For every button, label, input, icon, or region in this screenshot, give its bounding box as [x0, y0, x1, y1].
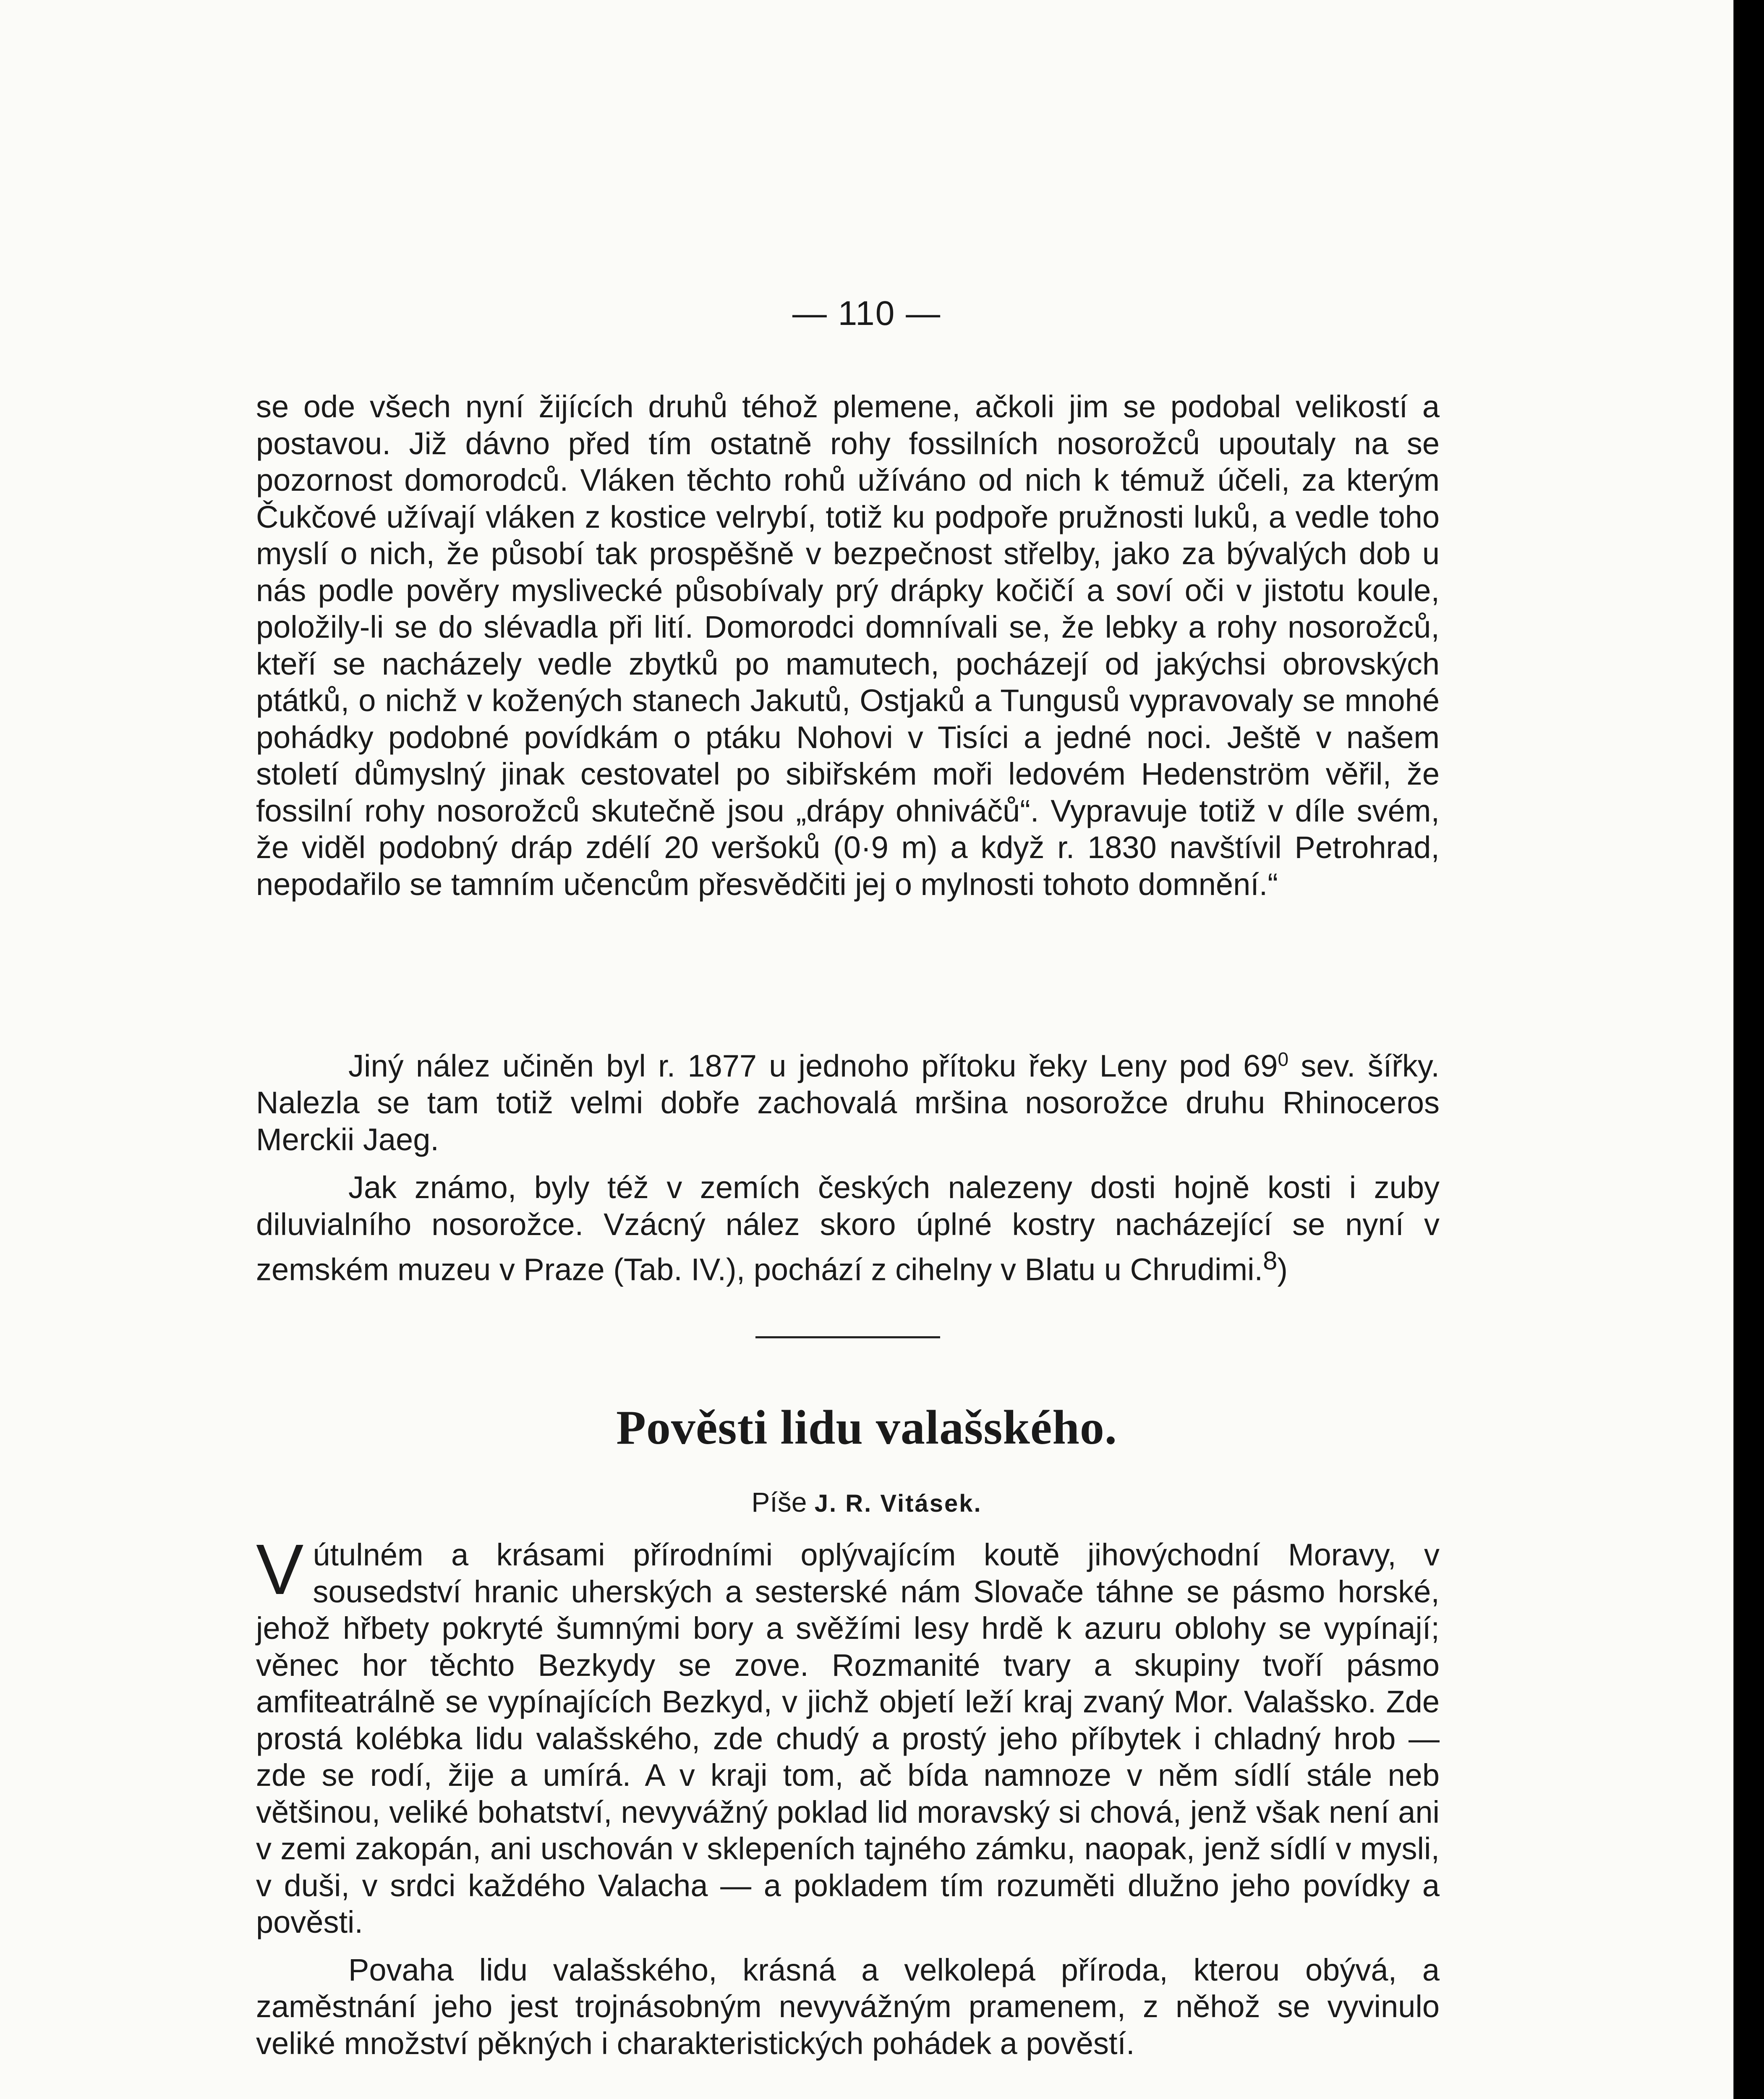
paragraph-czech-finds [256, 1169, 1440, 1288]
paragraph-text: sev. šířky. Nalezla se tam totiž velmi dobře zachovalá mršina nosorožce druhu Rhinoceros Merckii Jaeg. [256, 1048, 1440, 1157]
paragraph: se ode všech nyní žijících druhů téhož plemene, ačkoli jim se podobal velikostí a postavou. Již dávno před tím ostatně rohy fossilních nosorožců upoutaly na se pozornost domorodců. Vláken těchto rohů užíváno od nich k témuž účeli, za kterým Čukčové užívají vláken z kostice velrybí, totiž ku podpoře pružnosti luků, a vedle toho myslí o nich, že působí tak prospěšně v bezpečnost střelby, jako za bývalých dob u nás podle pověry myslivecké působívaly prý drápky kočičí a soví oči v jistotu koule, položily-li se do slévadla při lití. Domorodci domnívali se, že lebky a rohy nosorožců, kteří se nacházely vedle zbytků po mamutech, pocházejí od jakýchsi obrovských ptátků, o nichž v kožených stanech Jakutů, Ostjaků a Tungusů vypravovaly se mnohé pohádky podobné povídkám o ptáku Nohovi v Tisíci a jedné noci. Ještě v našem století důmyslný jinak cestovatel po sibiřském moři ledovém Hedenström věřil, že fossilní rohy nosorožců skutečně jsou „drápy ohniváčů“. Vypravuje totiž v díle svém, že viděl podobný dráp zdélí 20 veršoků (0·9 m) a když r. 1830 navštívil Petrohrad, nepodařilo se tamním učencům přesvědčiti jej o mylnosti tohoto domnění.“ [256, 389, 1440, 902]
paragraph-text: Jak známo, byly též v zemích českých nalezeny dosti hojně kosti i zuby diluvialního nosorožce. Vzácný nález skoro úplné kostry nacházející se nyní v zemském muzeu v Praze (Tab. IV.), pochází z cihelny v Blatu u Chrudimi. [256, 1170, 1440, 1287]
article-paragraph: Povaha lidu valašského, krásná a velkolepá příroda, kterou obývá, a zaměstnání jeho jest trojnásobným nevyvážným pramenem, z něhož se vyvinulo veliké množství pěkných i charakteristických pohádek a pověstí. [256, 1952, 1440, 2061]
drop-cap: V [256, 1530, 304, 1610]
paragraph-lena-find [256, 1041, 1440, 1158]
footnote-reference-paren: ) [1277, 1252, 1288, 1287]
article-title: Pověsti lidu valašského. [616, 1401, 1117, 1455]
article-paragraph [256, 1530, 1440, 1941]
paragraph-text: útulném a krásami přírodními oplývajícím koutě jihovýchodní Moravy, v sousedství hranic uherských a sesterské nám Slovače táhne se pásmo horské, jehož hřbety pokryté šumnými bory a svěžími lesy hrdě k azuru oblohy se vypínají; věnec hor těchto Bezkydy se zove. Rozmanité tvary a skupiny tvoří pásmo amfiteatrálně se vypínajících Bezkyd, v jichž objetí leží kraj zvaný Mor. Valašsko. Zde prostá kolébka lidu valašského, zde chudý a prostý jeho příbytek i chladný hrob — zde se rodí, žije a umírá. A v kraji tom, ač bída namnoze v něm sídlí stále neb většinou, veliké bohatství, nevyvážný poklad lid moravský si chová, jenž však není ani v zemi zakopán, ani uschován v sklepeních tajného zámku, naopak, jenž sídlí v mysli, v duši, v srdci každého Valacha — a pokladem tím rozuměti dlužno jeho povídky a pověsti. [256, 1537, 1440, 1939]
continued-text [256, 388, 1440, 903]
footnote-reference: 8 [1263, 1246, 1278, 1275]
paragraph [256, 1169, 1440, 1288]
page-number: — 110 — [792, 294, 941, 332]
paragraph-text: Jiný nález učiněn byl r. 1877 u jednoho přítoku řeky Leny pod 69 [348, 1048, 1278, 1084]
section-divider [755, 1336, 940, 1338]
article-byline [0, 1486, 1733, 1518]
degree-superscript: 0 [1278, 1048, 1289, 1070]
author-name: J. R. Vitásek. [814, 1490, 982, 1517]
paragraph [256, 1041, 1440, 1158]
article-body [256, 1530, 1440, 2062]
byline-prefix: Píše [751, 1487, 807, 1518]
